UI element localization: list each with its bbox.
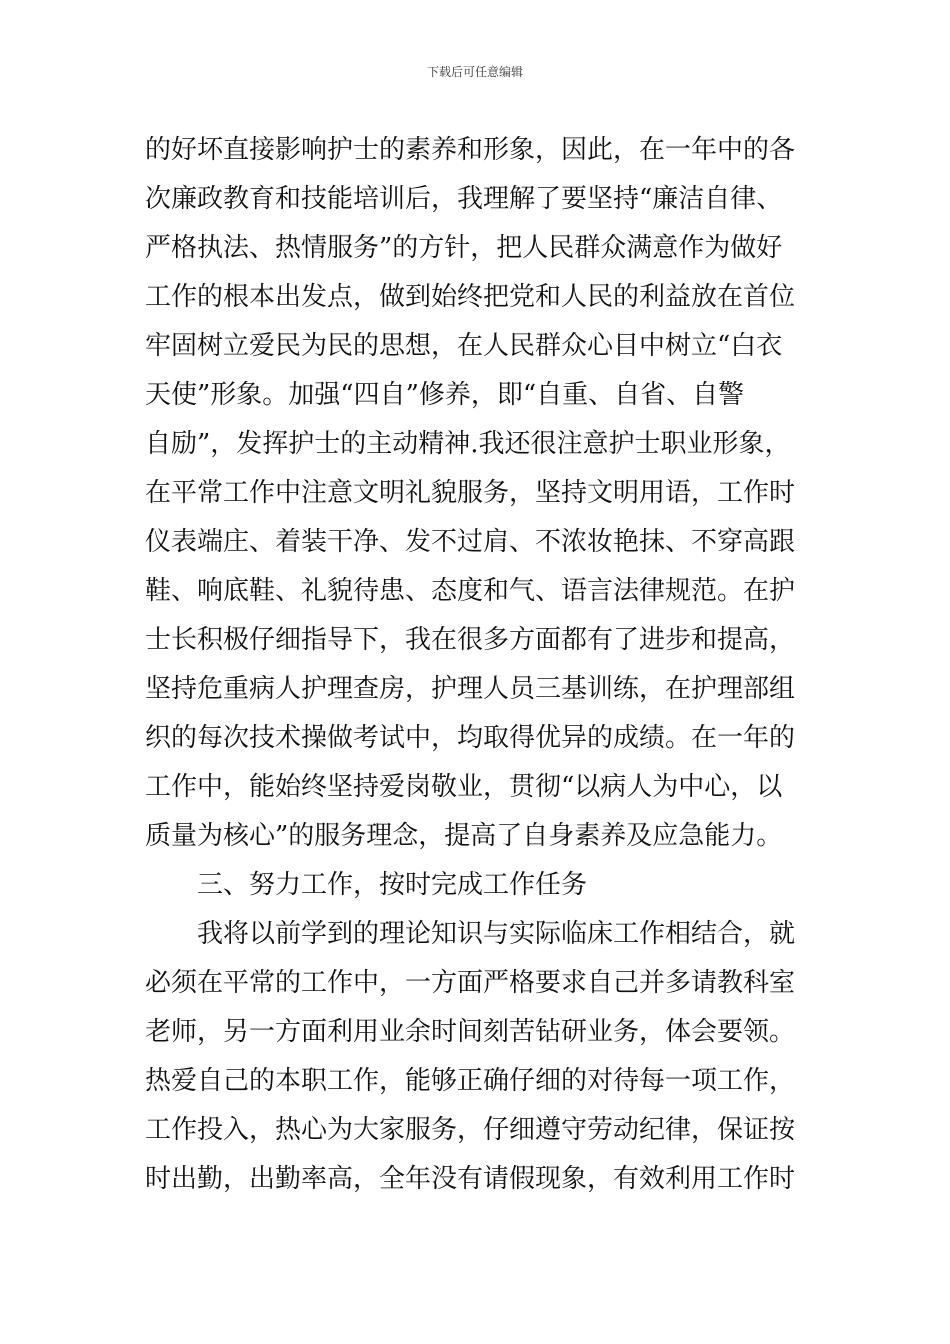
text-line: 天使”形象。加强“四自”修养，即“自重、自省、自警 xyxy=(145,380,745,410)
document-body xyxy=(145,126,815,1204)
text-line: 自励”，发挥护士的主动精神.我还很注意护士职业形象， xyxy=(145,429,791,459)
text-line: 质量为核心”的服务理念，提高了自身素养及应急能力。 xyxy=(145,821,783,851)
text-line: 鞋、响底鞋、礼貌待患、态度和气、语言法律规范。在护 xyxy=(145,576,796,606)
text-line: 时出勤，出勤率高，全年没有请假现象，有效利用工作时 xyxy=(145,1164,796,1194)
text-line: 在平常工作中注意文明礼貌服务，坚持文明用语，工作时 xyxy=(145,478,796,508)
text-line: 牢固树立爱民为民的思想，在人民群众心目中树立“白衣 xyxy=(145,331,783,361)
text-line: 仪表端庄、着装干净、发不过肩、不浓妆艳抹、不穿高跟 xyxy=(145,527,796,557)
text-line: 次廉政教育和技能培训后，我理解了要坚持“廉洁自律、 xyxy=(145,184,783,214)
text-line: 老师，另一方面利用业余时间刻苦钻研业务，体会要领。 xyxy=(145,1017,796,1047)
text-line: 工作的根本出发点，做到始终把党和人民的利益放在首位 xyxy=(145,282,796,312)
section-heading: 三、努力工作，按时完成工作任务 xyxy=(197,870,588,900)
paragraph-first-line: 我将以前学到的理论知识与实际临床工作相结合，就 xyxy=(197,919,796,949)
text-line: 工作投入，热心为大家服务，仔细遵守劳动纪律，保证按 xyxy=(145,1115,796,1145)
text-line: 工作中，能始终坚持爱岗敬业，贯彻“以病人为中心，以 xyxy=(145,772,783,802)
text-line: 严格执法、热情服务”的方针，把人民群众满意作为做好 xyxy=(145,233,783,263)
text-line: 的好坏直接影响护士的素养和形象，因此，在一年中的各 xyxy=(145,135,796,165)
page-header-note: 下载后可任意编辑 xyxy=(426,65,523,79)
text-line: 织的每次技术操做考试中，均取得优异的成绩。在一年的 xyxy=(145,723,796,753)
text-line: 坚持危重病人护理查房，护理人员三基训练，在护理部组 xyxy=(145,674,796,704)
text-line: 士长积极仔细指导下，我在很多方面都有了进步和提高， xyxy=(145,625,796,655)
text-line: 必须在平常的工作中，一方面严格要求自己并多请教科室 xyxy=(145,968,796,998)
text-line: 热爱自己的本职工作，能够正确仔细的对待每一项工作， xyxy=(145,1066,796,1096)
